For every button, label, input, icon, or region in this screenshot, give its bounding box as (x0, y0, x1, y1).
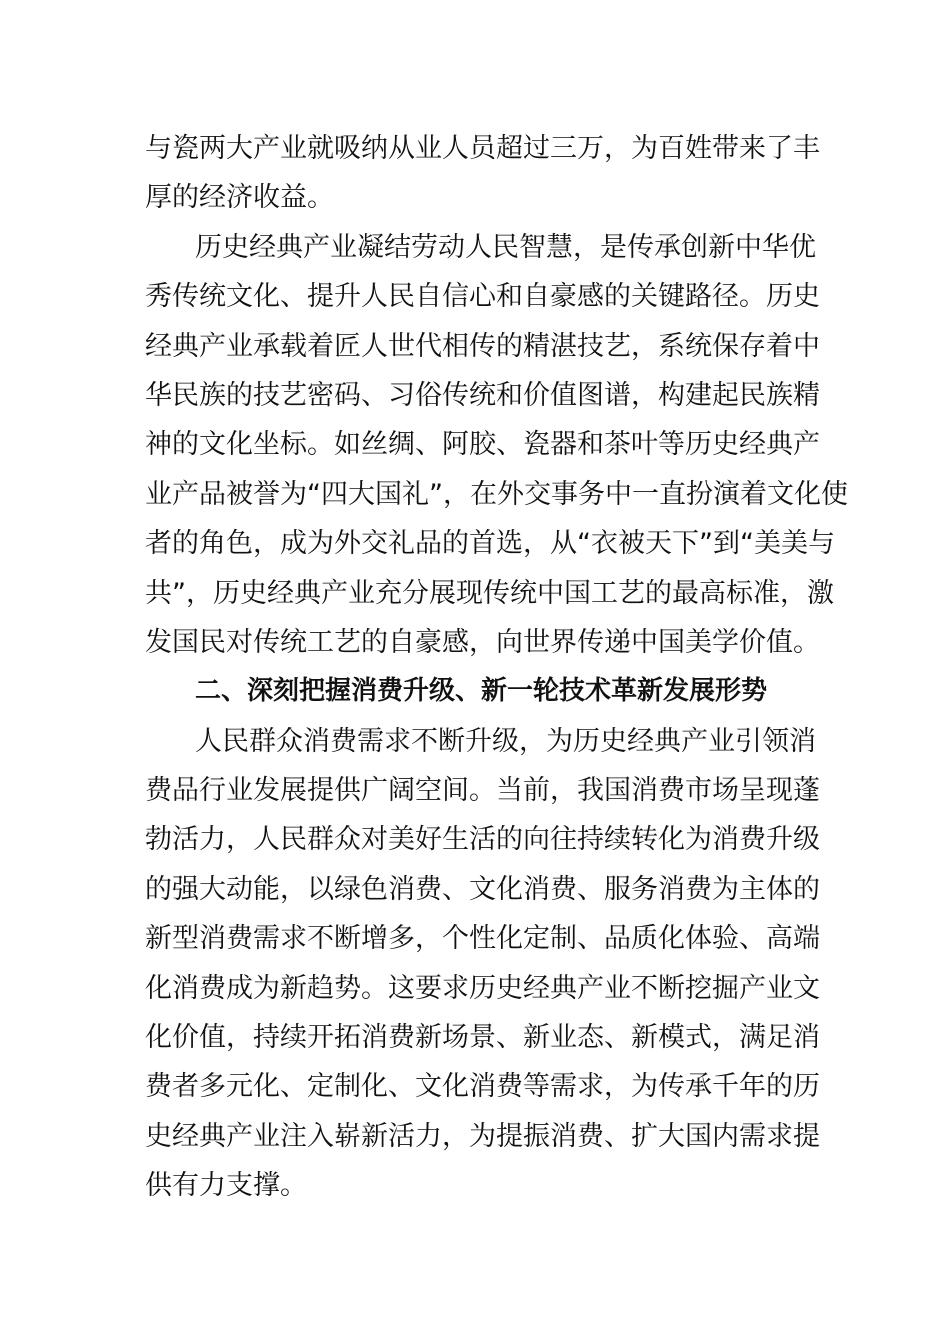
section-heading: 二、深刻把握消费升级、新一轮技术革新发展形势 (195, 676, 768, 707)
text-line: 费品行业发展提供广阔空间。当前，我国消费市场呈现蓬 (145, 775, 820, 807)
text-line: 秀传统文化、提升人民自信心和自豪感的关键路径。历史 (145, 281, 820, 313)
text-line: 史经典产业注入崭新活力，为提振消费、扩大国内需求提 (145, 1120, 820, 1152)
paragraph-cultural-value (145, 223, 848, 668)
text-line: 业产品被誉为“四大国礼”，在外交事务中一直扮演着文化使 (145, 478, 848, 510)
text-line: 人民群众消费需求不断升级，为历史经典产业引领消 (195, 725, 816, 757)
text-line: 供有力支撑。 (145, 1170, 307, 1202)
text-line: 华民族的技艺密码、习俗传统和价值图谱，构建起民族精 (145, 379, 820, 411)
text-line: 新型消费需求不断增多，个性化定制、品质化体验、高端 (145, 923, 820, 955)
text-line: 与瓷两大产业就吸纳从业人员超过三万，为百姓带来了丰 (145, 133, 820, 164)
text-line: 的强大动能，以绿色消费、文化消费、服务消费为主体的 (145, 873, 820, 905)
text-line: 化消费成为新趋势。这要求历史经典产业不断挖掘产业文 (145, 972, 820, 1004)
text-line: 神的文化坐标。如丝绸、阿胶、瓷器和茶叶等历史经典产 (145, 429, 820, 461)
text-line: 经典产业承载着匠人世代相传的精湛技艺，系统保存着中 (145, 330, 820, 362)
text-line: 者的角色，成为外交礼品的首选，从“衣被天下”到“美美与 (145, 528, 835, 560)
text-line: 化价值，持续开拓消费新场景、新业态、新模式，满足消 (145, 1022, 820, 1054)
paragraph-continuation (145, 124, 820, 223)
text-line: 共”，历史经典产业充分展现传统中国工艺的最高标准，激 (145, 577, 834, 609)
text-line: 厚的经济收益。 (145, 182, 334, 214)
paragraph-consumption-upgrade (145, 717, 820, 1211)
text-line: 历史经典产业凝结劳动人民智慧，是传承创新中华优 (195, 231, 816, 263)
text-line: 发国民对传统工艺的自豪感，向世界传递中国美学价值。 (145, 626, 820, 658)
text-line: 费者多元化、定制化、文化消费等需求，为传承千年的历 (145, 1071, 820, 1103)
text-line: 勃活力，人民群众对美好生活的向往持续转化为消费升级 (145, 824, 820, 856)
document-body (145, 124, 848, 1211)
